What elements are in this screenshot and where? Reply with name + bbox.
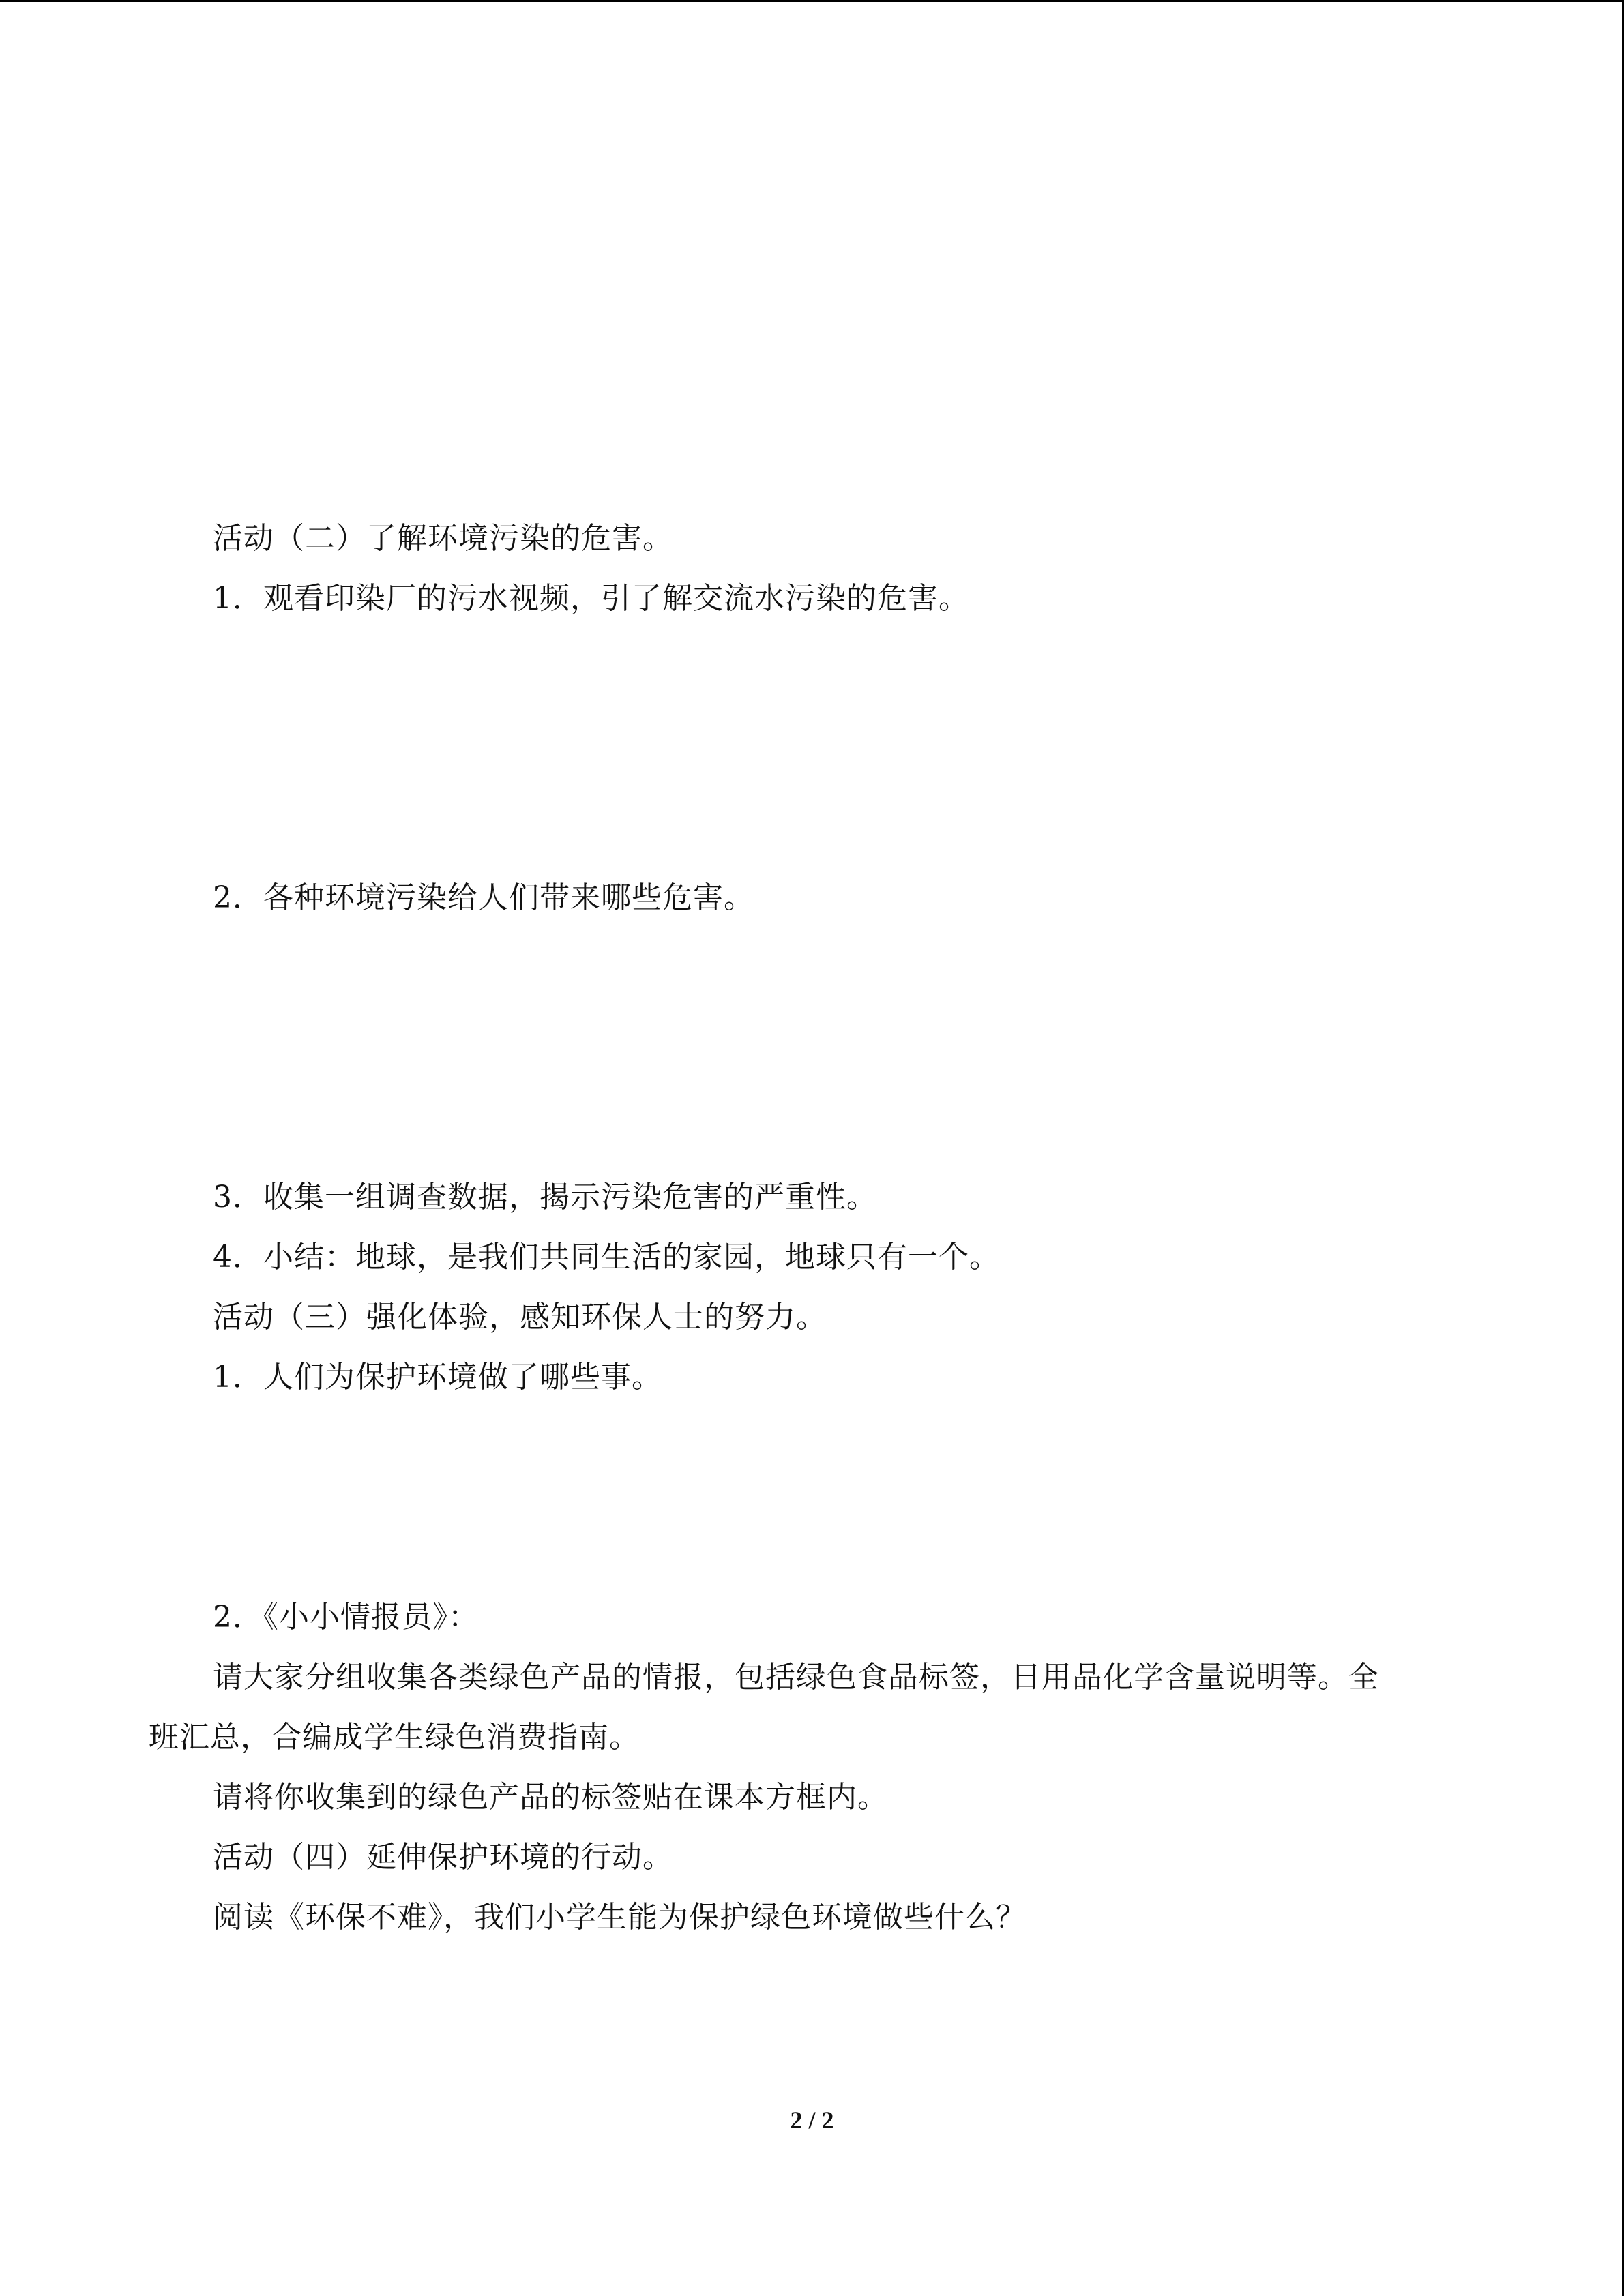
activity-2-item-4: 4．小结：地球，是我们共同生活的家园，地球只有一个。 [213,1240,1000,1274]
activity-2-item-3: 3．收集一组调查数据，揭示污染危害的严重性。 [213,1180,877,1214]
page-number: 2 / 2 [790,2106,834,2134]
activity-2-heading: 活动（二）了解环境污染的危害。 [213,521,673,556]
activity-3-item-1: 1．人们为保护环境做了哪些事。 [213,1360,662,1395]
activity-4-question: 阅读《环保不难》，我们小学生能为保护绿色环境做些什么？ [213,1900,1027,1935]
activity-4-heading: 活动（四）延伸保护环境的行动。 [213,1840,673,1875]
activity-3-heading: 活动（三）强化体验，感知环保人士的努力。 [213,1300,827,1335]
activity-3-item-2: 2．《小小情报员》： [213,1600,479,1635]
paragraph-line-continued: 班汇总，合编成学生绿色消费指南。 [149,1720,640,1755]
activity-2-item-1: 1．观看印染厂的污水视频，引了解交流水污染的危害。 [213,581,969,616]
activity-2-item-2: 2．各种环境污染给人们带来哪些危害。 [213,880,754,915]
paragraph-line: 请将你收集到的绿色产品的标签贴在课本方框内。 [213,1780,888,1815]
paragraph-line: 请大家分组收集各类绿色产品的情报，包括绿色食品标签，日用品化学含量说明等。全 [213,1660,1379,1695]
